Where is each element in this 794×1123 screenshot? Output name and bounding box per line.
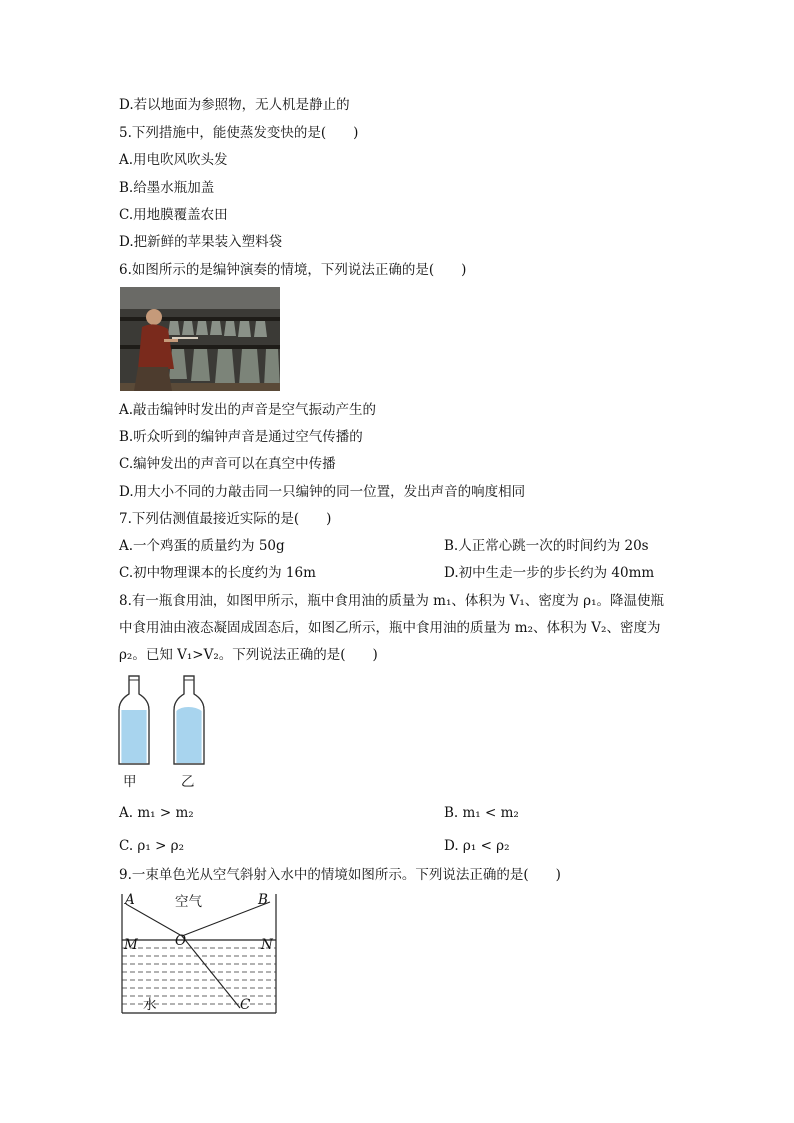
bottle-jia-liquid — [121, 710, 146, 763]
bianzhong-photo — [120, 287, 280, 391]
point-c-label: C — [240, 997, 251, 1013]
q4-option-d: D.若以地面为参照物，无人机是静止的 — [119, 97, 350, 113]
q6-option-b: B.听众听到的编钟声音是通过空气传播的 — [119, 429, 363, 445]
q6-option-d: D.用大小不同的力敲击同一只编钟的同一位置，发出声音的响度相同 — [119, 484, 526, 500]
q7-option-b: B.人正常心跳一次的时间约为 20s — [444, 538, 649, 554]
q7-option-a: A.一个鸡蛋的质量约为 50g — [119, 538, 285, 554]
q8-option-d: D. ρ₁ < ρ₂ — [444, 838, 510, 854]
q8-stem-line2: 中食用油由液态凝固成固态后，如图乙所示，瓶中食用油的质量为 m₂、体积为 V₂、密度为 — [119, 620, 661, 636]
label-yi: 乙 — [181, 774, 195, 790]
q5-option-a: A.用电吹风吹头发 — [119, 152, 228, 168]
point-a-label: A — [125, 892, 135, 908]
q7-option-c: C.初中物理课本的长度约为 16m — [119, 565, 316, 581]
q7-option-d: D.初中生走一步的步长约为 40mm — [444, 565, 655, 581]
q9-stem: 9.一束单色光从空气斜射入水中的情境如图所示。下列说法正确的是( ) — [119, 867, 561, 883]
q5-stem: 5.下列措施中，能使蒸发变快的是( ) — [119, 125, 359, 141]
point-m-label: M — [124, 937, 138, 953]
point-o-label: O — [175, 933, 187, 949]
air-label: 空气 — [175, 894, 202, 910]
q6-option-c: C.编钟发出的声音可以在真空中传播 — [119, 456, 336, 472]
oil-bottles-figure — [110, 672, 220, 770]
q5-option-d: D.把新鲜的苹果装入塑料袋 — [119, 234, 283, 250]
point-n-label: N — [261, 937, 273, 953]
q7-stem: 7.下列估测值最接近实际的是( ) — [119, 511, 332, 527]
q8-option-c: C. ρ₁ > ρ₂ — [119, 838, 185, 854]
point-b-label: B — [258, 892, 268, 908]
q6-option-a: A.敲击编钟时发出的声音是空气振动产生的 — [119, 402, 377, 418]
q8-stem-line1: 8.有一瓶食用油，如图甲所示，瓶中食用油的质量为 m₁、体积为 V₁、密度为 ρ₁。降温使瓶 — [119, 593, 664, 609]
q6-stem: 6.如图所示的是编钟演奏的情境，下列说法正确的是( ) — [119, 262, 467, 278]
q8-option-b: B. m₁ < m₂ — [444, 805, 519, 821]
q8-stem-line3: ρ₂。已知 V₁>V₂。下列说法正确的是( ) — [119, 647, 378, 663]
label-jia: 甲 — [123, 774, 137, 790]
bottle-yi-solid — [176, 707, 201, 763]
q8-option-a: A. m₁ > m₂ — [119, 805, 194, 821]
q5-option-b: B.给墨水瓶加盖 — [119, 180, 215, 196]
q5-option-c: C.用地膜覆盖农田 — [119, 207, 228, 223]
water-label: 水 — [143, 997, 157, 1013]
